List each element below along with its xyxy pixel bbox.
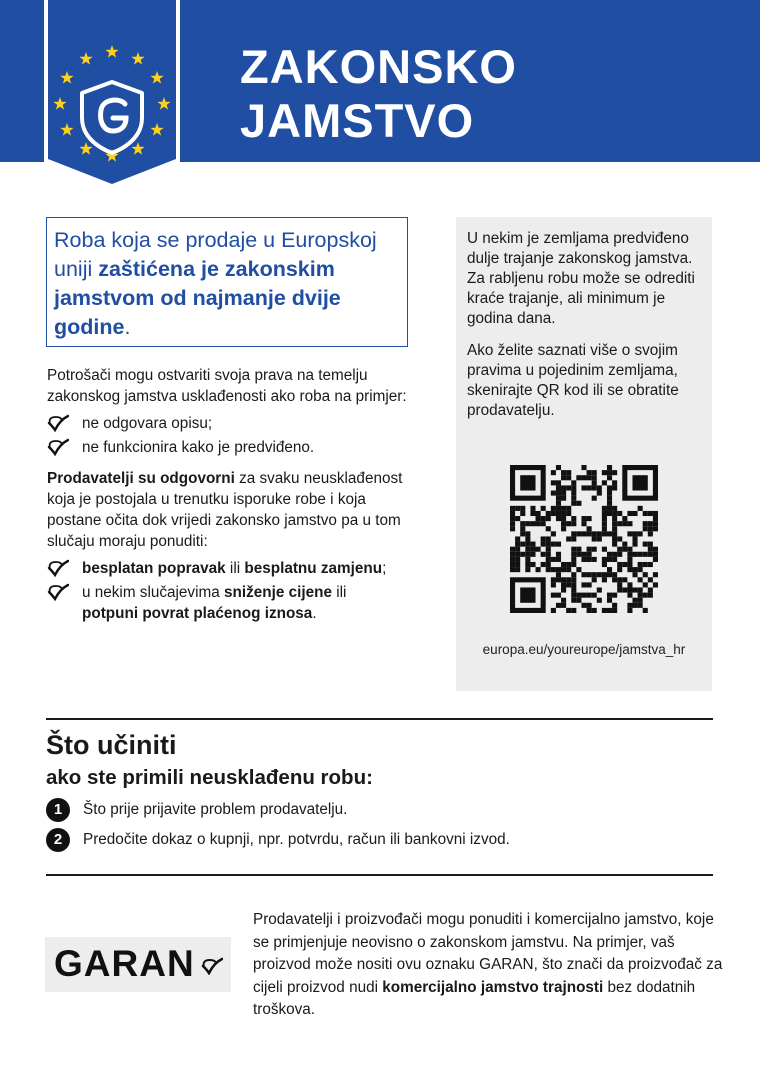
title-line-2: JAMSTVO [240, 94, 475, 147]
what-to-do-title: Što učiniti [46, 730, 177, 760]
remedy-bold: sniženje cijene [223, 584, 332, 601]
remedy-text: ; [382, 560, 387, 577]
remedy-bold: besplatan popravak [82, 560, 226, 577]
seller-bold: Prodavatelji su odgovorni [47, 470, 235, 487]
intro-text: Roba koja se prodaje u Europskoj uniji [54, 228, 377, 281]
list-item [47, 437, 407, 458]
commercial-text: Prodavatelji i proizvođači mogu ponuditi i komercijalno jamstvo, koje se primjenjuje neovisno o zakonskom jamstvu. Na primjer, vaš proizvod može nositi ovu oznaku GARAN, što znači da proizvođač za cijeli proizvod nudi [253, 911, 723, 996]
divider [46, 874, 713, 876]
remedy-text: . [312, 605, 317, 622]
step-number-badge: 1 [46, 798, 70, 822]
list-item [47, 413, 407, 434]
list-item-text: ne odgovara opisu; [82, 415, 213, 432]
intro-box [46, 217, 408, 347]
non-conformity-list [47, 413, 407, 458]
check-icon [47, 414, 69, 432]
step-item [46, 798, 510, 828]
check-icon [47, 438, 69, 456]
list-item [47, 582, 407, 624]
qr-code[interactable] [510, 465, 658, 613]
list-item-text: ne funkcionira kako je predviđeno. [82, 439, 315, 456]
garan-logo-text: GARAN [54, 943, 195, 984]
remedy-text: ili [331, 584, 347, 601]
rights-paragraph: Potrošači mogu ostvariti svoja prava na temelju zakonskog jamstva usklađenosti ako roba na primjer: [47, 367, 407, 405]
side-info-box [456, 217, 712, 691]
commercial-guarantee-text [253, 909, 723, 1022]
step-item [46, 828, 510, 858]
divider [46, 718, 713, 720]
what-to-do-subtitle: ako ste primili neusklađenu robu: [46, 766, 373, 789]
remedy-text: ili [225, 560, 245, 577]
commercial-text-end: bez dodatnih troškova. [253, 978, 696, 1018]
check-icon [47, 583, 69, 601]
intro-text-end: . [124, 315, 131, 339]
remedy-list [47, 558, 407, 624]
step-text: Što prije prijavite problem prodavatelju. [83, 801, 348, 818]
intro-text-bold: zaštićena je zakonskim jamstvom od najmanje dvije godine [54, 257, 341, 339]
commercial-bold: komercijalno jamstvo trajnosti [382, 978, 604, 996]
eu-shield-logo [44, 0, 180, 190]
step-number-badge: 2 [46, 828, 70, 852]
side-paragraph-1: U nekim je zemljama predviđeno dulje trajanje zakonskog jamstva. Za rabljenu robu može se odrediti kraće trajanje, ali minimum je godina dana. [467, 230, 695, 327]
steps-list [46, 798, 510, 858]
side-paragraph-2: Ako želite saznati više o svojim pravima u pojedinim zemljama, skenirajte QR kod ili se obratite prodavatelju. [467, 342, 679, 419]
check-icon [47, 559, 69, 577]
list-item [47, 558, 407, 579]
step-text: Predočite dokaz o kupnji, npr. potvrdu, račun ili bankovni izvod. [83, 831, 510, 848]
remedy-text: u nekim slučajevima [82, 584, 224, 601]
remedy-bold: besplatnu zamjenu [244, 560, 383, 577]
page-title [240, 40, 517, 148]
main-column [47, 365, 407, 630]
seller-paragraph [47, 468, 407, 552]
remedy-bold: potpuni povrat plaćenog iznosa [82, 605, 313, 622]
garan-logo [45, 937, 231, 992]
europa-url[interactable]: europa.eu/youreurope/jamstva_hr [482, 642, 686, 657]
seller-text: za svaku neusklađenost koja je postojala u trenutku isporuke robe i koja postane očita dok vrijedi zakonsko jamstvo pa u tom slučaju moraju ponuditi: [47, 470, 403, 550]
check-icon [201, 957, 223, 975]
title-line-1: ZAKONSKO [240, 40, 517, 93]
